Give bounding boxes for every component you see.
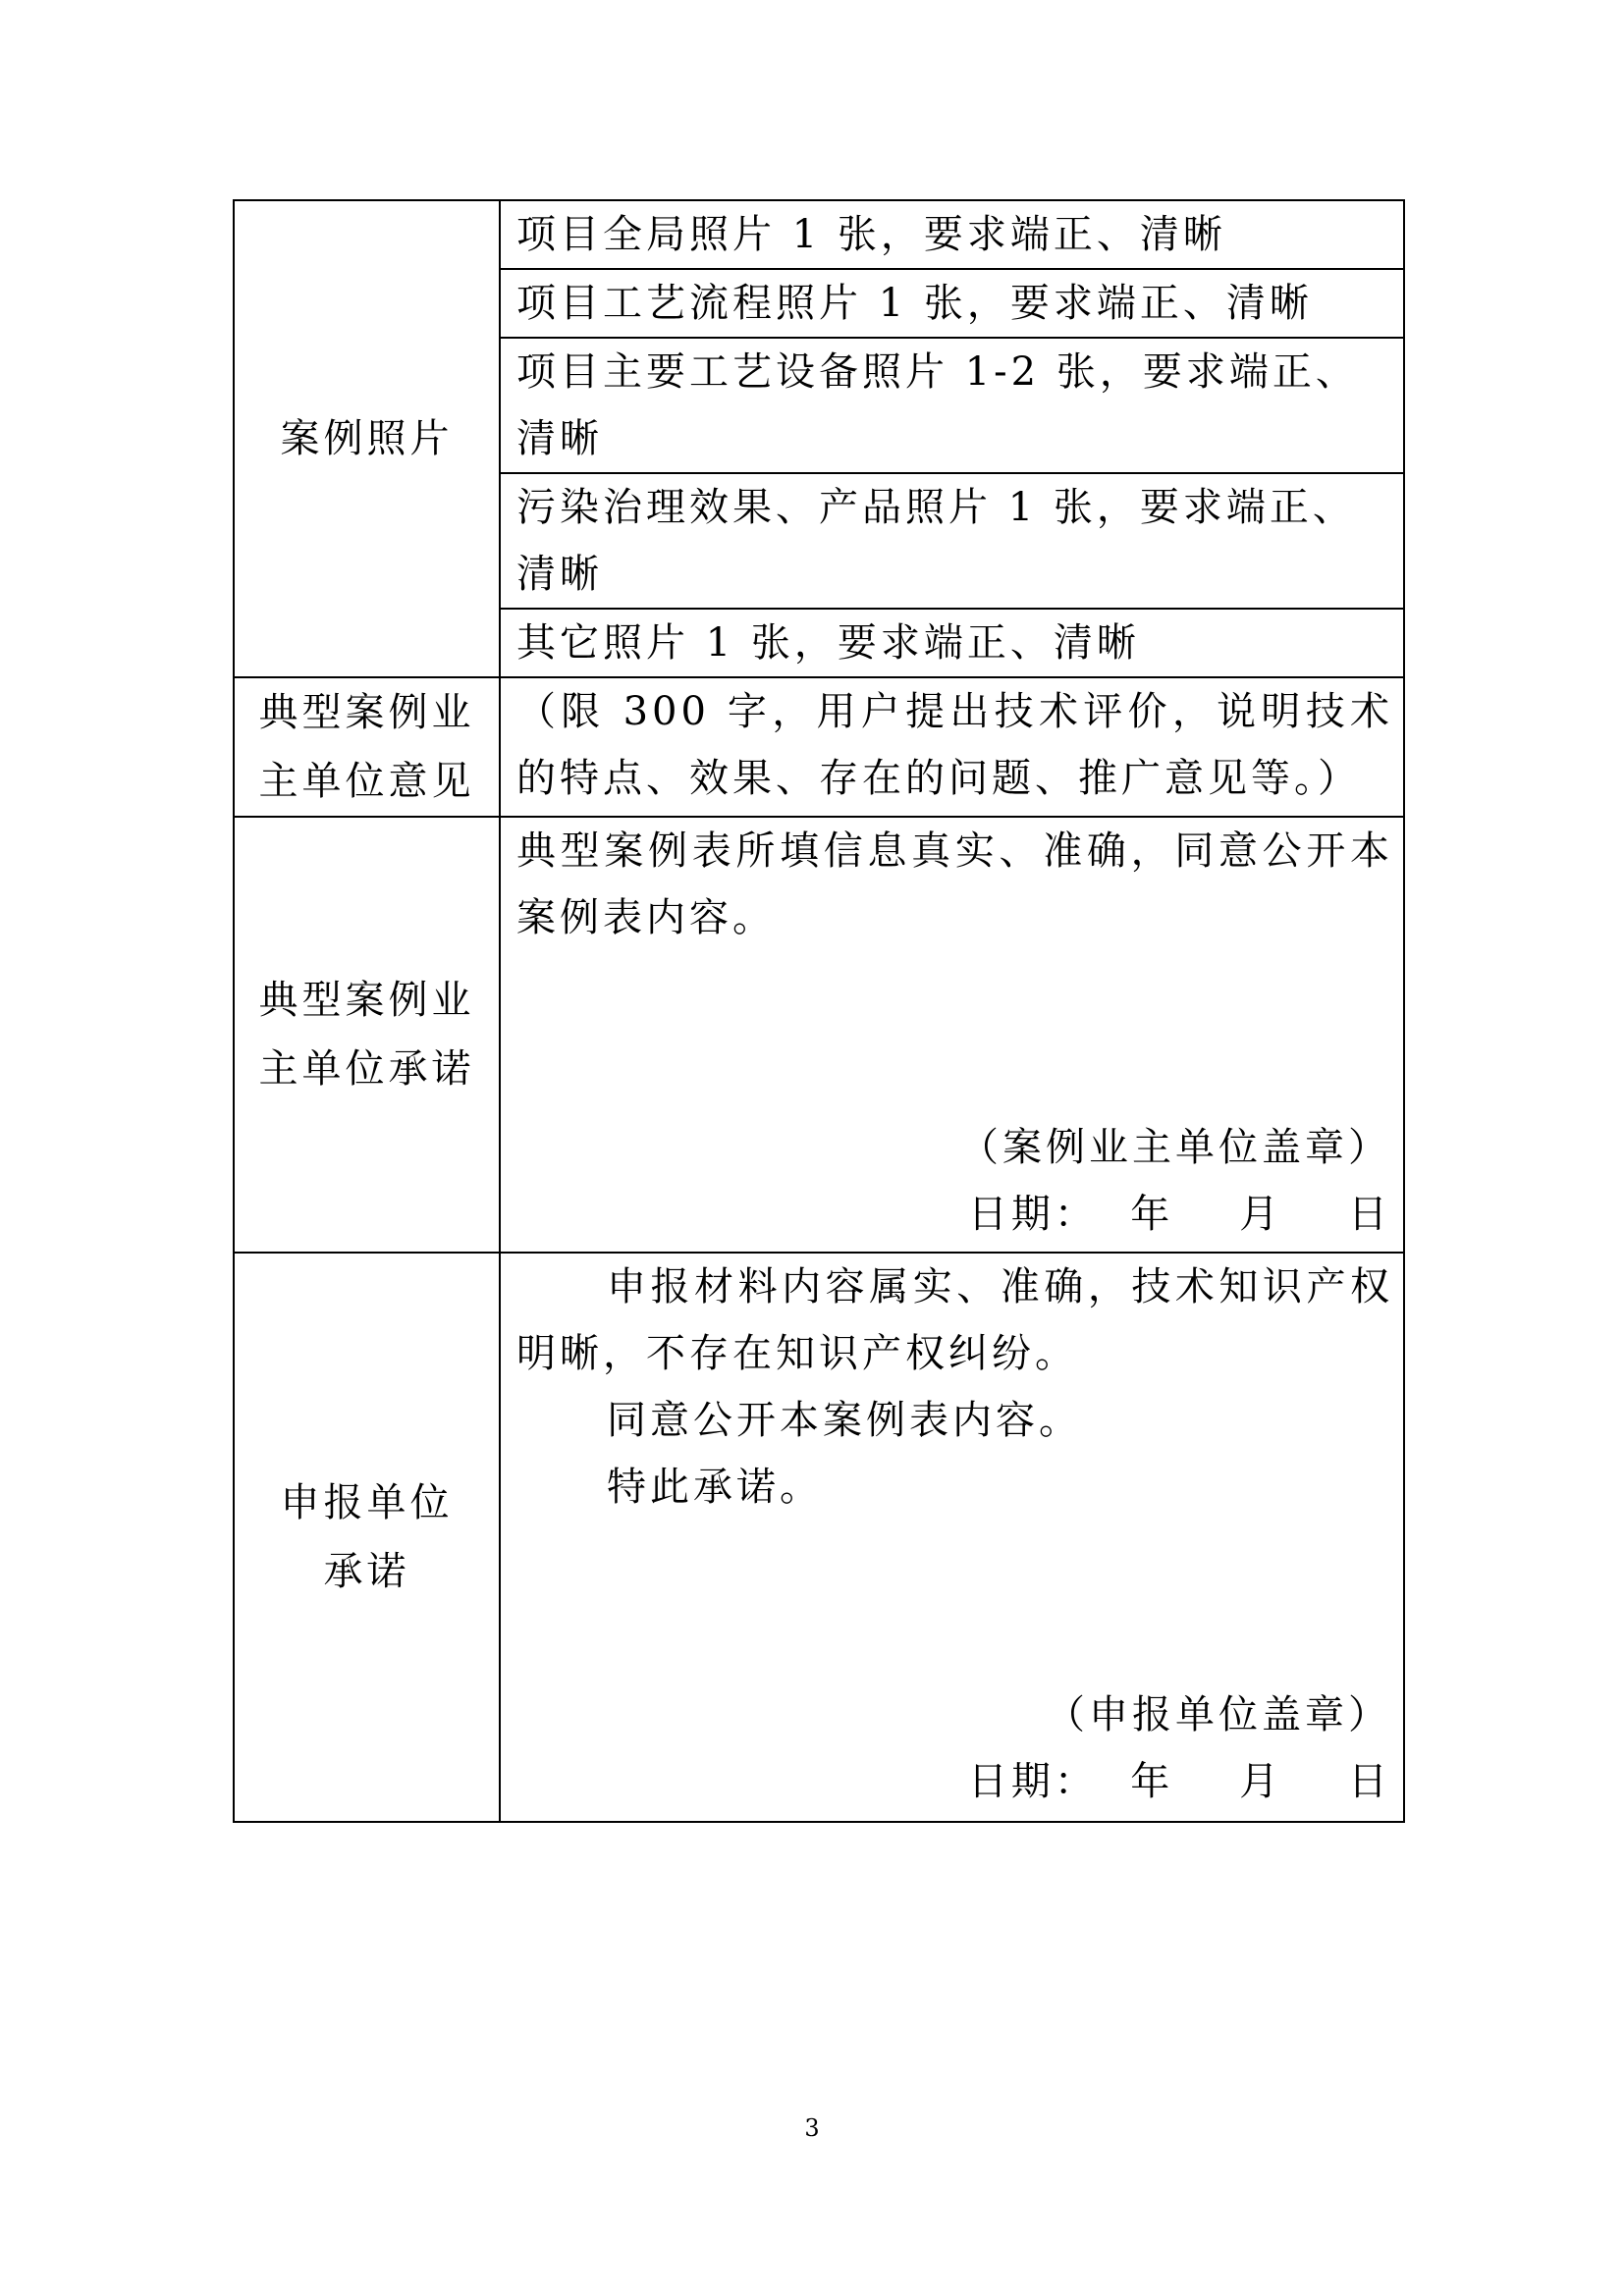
owner-commitment-label-line1: 典型案例业 <box>258 978 475 1023</box>
owner-opinion-text: （限 300 字，用户提出技术评价，说明技术的特点、效果、存在的问题、推广意见等。） <box>516 689 1393 801</box>
application-form-table <box>233 199 1405 1823</box>
applicant-commitment-label-cell <box>234 1253 500 1822</box>
owner-commitment-text: 典型案例表所填信息真实、准确，同意公开本案例表内容。 <box>516 828 1393 940</box>
applicant-date-line: 日期： 年 月 日 <box>967 1759 1391 1804</box>
photo-requirement-2: 项目工艺流程照片 1 张，要求端正、清晰 <box>501 270 1403 339</box>
owner-opinion-row <box>234 677 1404 817</box>
owner-commitment-label-cell <box>234 817 500 1253</box>
applicant-paragraph-1: 申报材料内容属实、准确，技术知识产权明晰，不存在知识产权纠纷。 <box>516 1264 1393 1376</box>
photo-requirement-5: 其它照片 1 张，要求端正、清晰 <box>516 620 1140 666</box>
photo-requirement-1: 项目全局照片 1 张，要求端正、清晰 <box>501 201 1403 270</box>
owner-opinion-label-line2: 主单位意见 <box>258 759 475 804</box>
applicant-paragraph-2: 同意公开本案例表内容。 <box>607 1398 1082 1443</box>
owner-date-line: 日期： 年 月 日 <box>967 1192 1391 1237</box>
photos-label: 案例照片 <box>280 416 454 461</box>
owner-seal-line: （案例业主单位盖章） <box>959 1125 1391 1170</box>
page-number: 3 <box>804 2114 820 2142</box>
owner-opinion-label-line1: 典型案例业 <box>258 690 475 735</box>
owner-opinion-label-cell <box>234 677 500 817</box>
applicant-seal-line: （申报单位盖章） <box>1046 1692 1391 1737</box>
photos-row <box>234 200 1404 677</box>
owner-commitment-label-line2: 主单位承诺 <box>258 1046 475 1092</box>
photo-requirement-3: 项目主要工艺设备照片 1-2 张，要求端正、清晰 <box>501 339 1403 474</box>
photos-content-cell <box>500 200 1404 677</box>
applicant-commitment-label-line1: 申报单位 <box>280 1480 454 1525</box>
photos-label-cell <box>234 200 500 677</box>
applicant-paragraph-3: 特此承诺。 <box>607 1465 823 1510</box>
applicant-commitment-row <box>234 1253 1404 1822</box>
photo-requirement-4: 污染治理效果、产品照片 1 张，要求端正、清晰 <box>501 474 1403 610</box>
applicant-commitment-content-cell <box>500 1253 1404 1822</box>
owner-commitment-row <box>234 817 1404 1253</box>
owner-opinion-content-cell <box>500 677 1404 817</box>
applicant-commitment-label-line2: 承诺 <box>323 1549 410 1594</box>
owner-commitment-content-cell <box>500 817 1404 1253</box>
